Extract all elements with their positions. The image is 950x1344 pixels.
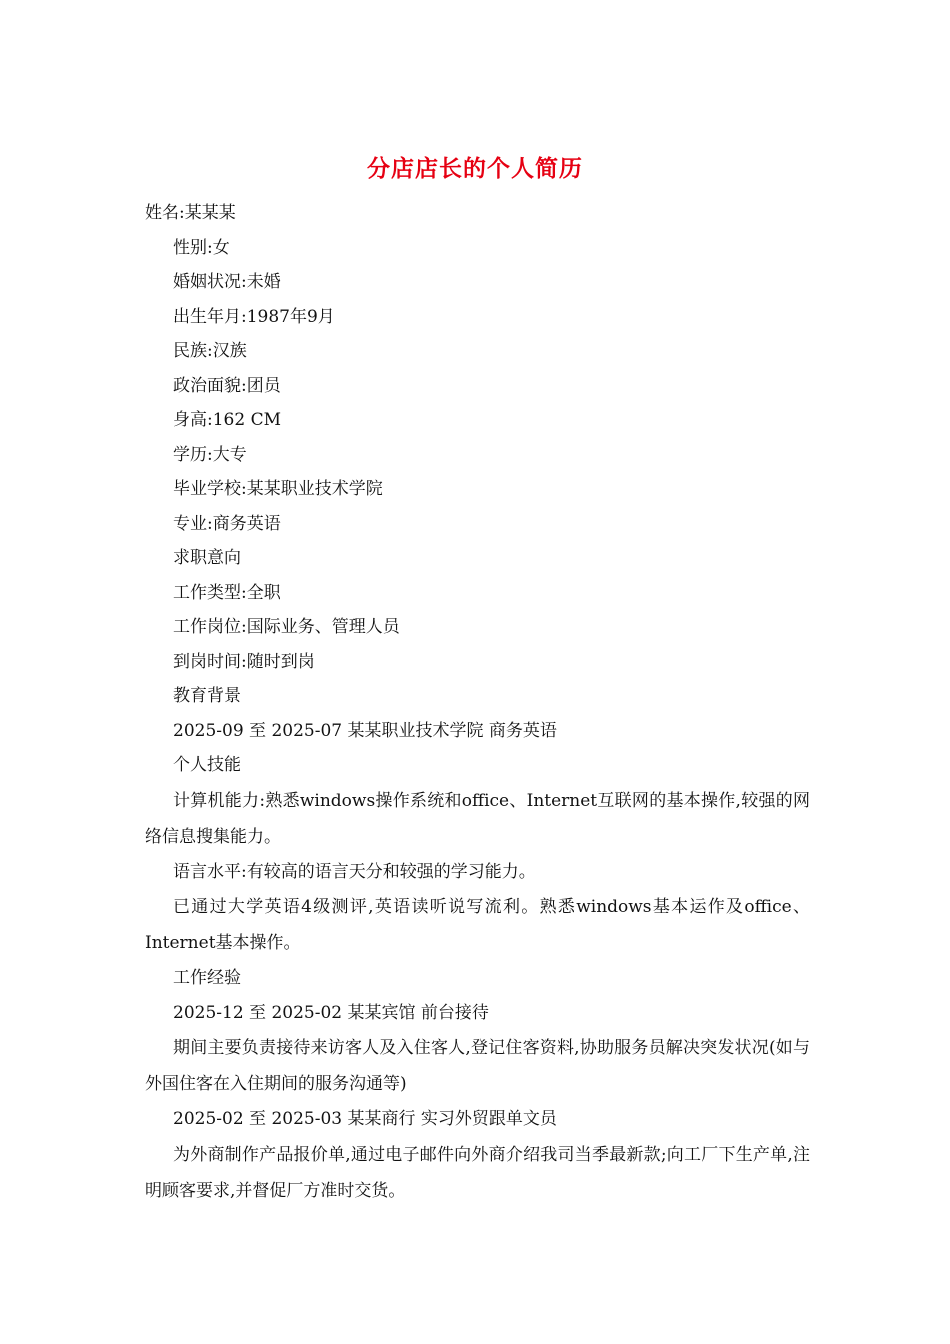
name-line: 姓名:某某某 xyxy=(145,203,236,223)
availability-line: 到岗时间:随时到岗 xyxy=(173,651,315,672)
ethnicity-line: 民族:汉族 xyxy=(173,341,247,361)
school-line: 毕业学校:某某职业技术学院 xyxy=(173,479,383,499)
job1-description: 期间主要负责接待来访客人及入住客人,登记住客资料,协助服务员解决突发状况(如与外国住客在入住期间的服务沟通等) xyxy=(145,1038,810,1094)
birth-date-line: 出生年月:1987年9月 xyxy=(173,306,335,327)
job-position-line: 工作岗位:国际业务、管理人员 xyxy=(173,617,400,637)
job-type-line: 工作类型:全职 xyxy=(173,582,281,603)
education-heading: 教育背景 xyxy=(173,686,241,706)
education-level-line: 学历:大专 xyxy=(173,444,247,465)
education-entry: 2025-09 至 2025-07 某某职业技术学院 商务英语 xyxy=(173,720,557,741)
resume-body xyxy=(145,196,810,1209)
job2-header: 2025-02 至 2025-03 某某商行 实习外贸跟单文员 xyxy=(173,1109,557,1129)
job-intent-heading: 求职意向 xyxy=(173,548,241,568)
gender-line: 性别:女 xyxy=(173,237,230,258)
job1-header: 2025-12 至 2025-02 某某宾馆 前台接待 xyxy=(173,1002,489,1023)
english-cert-paragraph: 已通过大学英语4级测评,英语读听说写流利。熟悉windows基本运作及office、Internet基本操作。 xyxy=(145,897,810,953)
language-level-line: 语言水平:有较高的语言天分和较强的学习能力。 xyxy=(173,861,536,882)
marital-status-line: 婚姻状况:未婚 xyxy=(173,272,281,292)
skills-heading: 个人技能 xyxy=(173,755,241,775)
major-line: 专业:商务英语 xyxy=(173,513,281,534)
computer-skill-paragraph: 计算机能力:熟悉windows操作系统和office、Internet互联网的基本操作,较强的网络信息搜集能力。 xyxy=(145,790,810,847)
political-status-line: 政治面貌:团员 xyxy=(173,375,281,396)
experience-heading: 工作经验 xyxy=(173,968,241,988)
page-title: 分店店长的个人简历 xyxy=(367,155,583,182)
height-line: 身高:162 CM xyxy=(173,410,281,430)
job2-description: 为外商制作产品报价单,通过电子邮件向外商介绍我司当季最新款;向工厂下生产单,注明顾客要求,并督促厂方准时交货。 xyxy=(145,1144,810,1201)
